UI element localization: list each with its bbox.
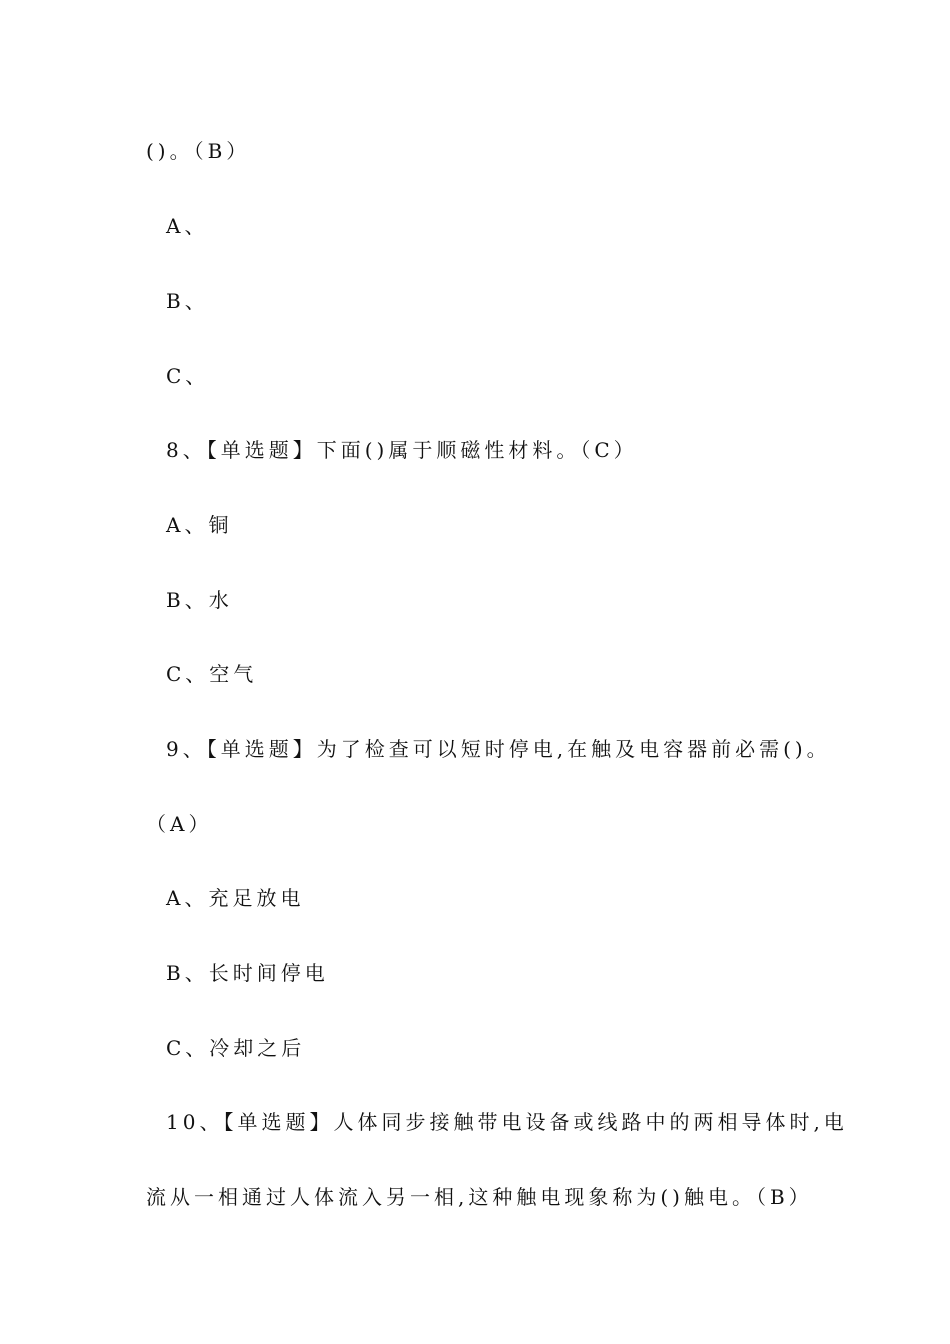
option-c: C、	[166, 364, 210, 388]
option-a: A、	[166, 214, 209, 238]
question-7-answer-line: ()。（B）	[146, 139, 251, 163]
question-8-option-c: C、空气	[166, 662, 258, 686]
question-8-option-b: B、水	[166, 588, 233, 612]
question-10-continuation: 流从一相通过人体流入另一相,这种触电现象称为()触电。（B）	[146, 1185, 813, 1209]
question-9-option-a: A、充足放电	[166, 886, 305, 910]
option-b: B、	[166, 289, 209, 313]
question-9-option-b: B、长时间停电	[166, 961, 329, 985]
question-9-answer: （A）	[146, 812, 213, 836]
question-9: 9、【单选题】为了检查可以短时停电,在触及电容器前必需()。	[166, 737, 831, 761]
question-10: 10、【单选题】人体同步接触带电设备或线路中的两相导体时,电	[166, 1110, 848, 1134]
question-8-option-a: A、铜	[166, 513, 233, 537]
question-9-option-c: C、冷却之后	[166, 1036, 306, 1060]
question-8: 8、【单选题】下面()属于顺磁性材料。（C）	[166, 438, 638, 462]
